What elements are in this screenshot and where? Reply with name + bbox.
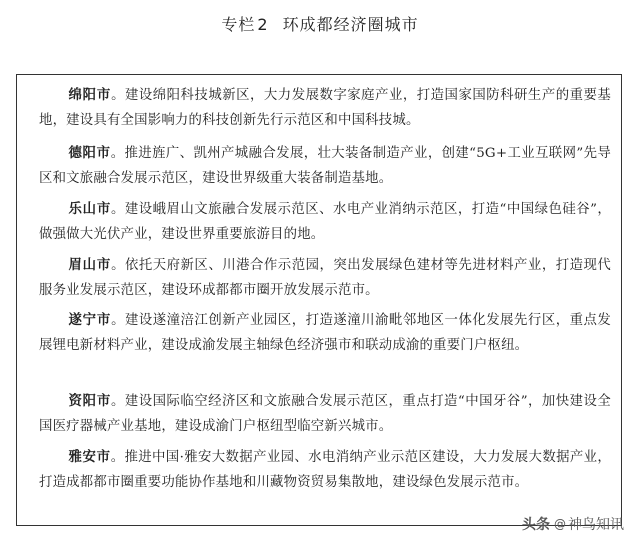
city-name: 绵阳市 <box>68 88 112 103</box>
watermark-brand: 头条 <box>522 517 550 533</box>
city-name: 遂宁市 <box>68 313 112 328</box>
paragraph-suining <box>39 308 611 358</box>
city-name: 乐山市 <box>68 202 111 217</box>
paragraph-text: 。建设峨眉山文旅融合发展示范区、水电产业消纳示范区，打造“中国绿色硅谷”，做强做大光伏产业，建设世界重要旅游目的地。 <box>39 202 612 242</box>
watermark <box>522 514 624 534</box>
paragraph-leshan <box>39 197 611 247</box>
paragraph-text: 。建设绵阳科技城新区，大力发展数字家庭产业，打造国家国防科研生产的重要基地，建设具有全国影响力的科技创新先行示范区和中国科技城。 <box>39 88 612 128</box>
paragraph-mianyang <box>39 83 611 133</box>
sidebar-label: 专栏 <box>221 15 256 34</box>
city-name: 资阳市 <box>68 394 111 409</box>
paragraph-meishan <box>39 253 611 303</box>
paragraph-deyang <box>39 141 611 191</box>
watermark-account: 神鸟知讯 <box>568 517 624 533</box>
paragraph-text: 。依托天府新区、川港合作示范园，突出发展绿色建材等先进材料产业，打造现代服务业发展示范区，建设环成都都市圈开放发展示范市。 <box>39 258 612 298</box>
city-name: 德阳市 <box>68 146 111 161</box>
content-box <box>16 74 622 526</box>
sidebar-title <box>0 12 640 35</box>
city-name: 眉山市 <box>68 258 112 273</box>
paragraph-ziyang <box>39 389 611 439</box>
paragraph-text: 。建设遂潼涪江创新产业园区，打造遂潼川渝毗邻地区一体化发展先行区，重点发展锂电新材料产业，建设成渝发展主轴绿色经济强市和联动成渝的重要门户枢纽。 <box>39 313 612 353</box>
paragraph-text: 。推进旌广、凯州产城融合发展，壮大装备制造产业，创建“5G+工业互联网”先导区和文旅融合发展示范区，建设世界级重大装备制造基地。 <box>39 146 611 186</box>
city-name: 雅安市 <box>68 450 111 465</box>
sidebar-heading: 环成都经济圈城市 <box>282 15 419 34</box>
paragraph-text: 。建设国际临空经济区和文旅融合发展示范区，重点打造“中国牙谷”，加快建设全国医疗器械产业基地，建设成渝门户枢纽型临空新兴城市。 <box>39 394 612 434</box>
paragraph-yaan <box>39 445 611 495</box>
watermark-separator: @ <box>554 517 566 531</box>
sidebar-number: 2 <box>257 15 269 34</box>
paragraph-text: 。推进中国·雅安大数据产业园、水电消纳产业示范区建设，大力发展大数据产业，打造成都都市圈重要功能协作基地和川藏物资贸易集散地，建设绿色发展示范市。 <box>39 450 612 490</box>
